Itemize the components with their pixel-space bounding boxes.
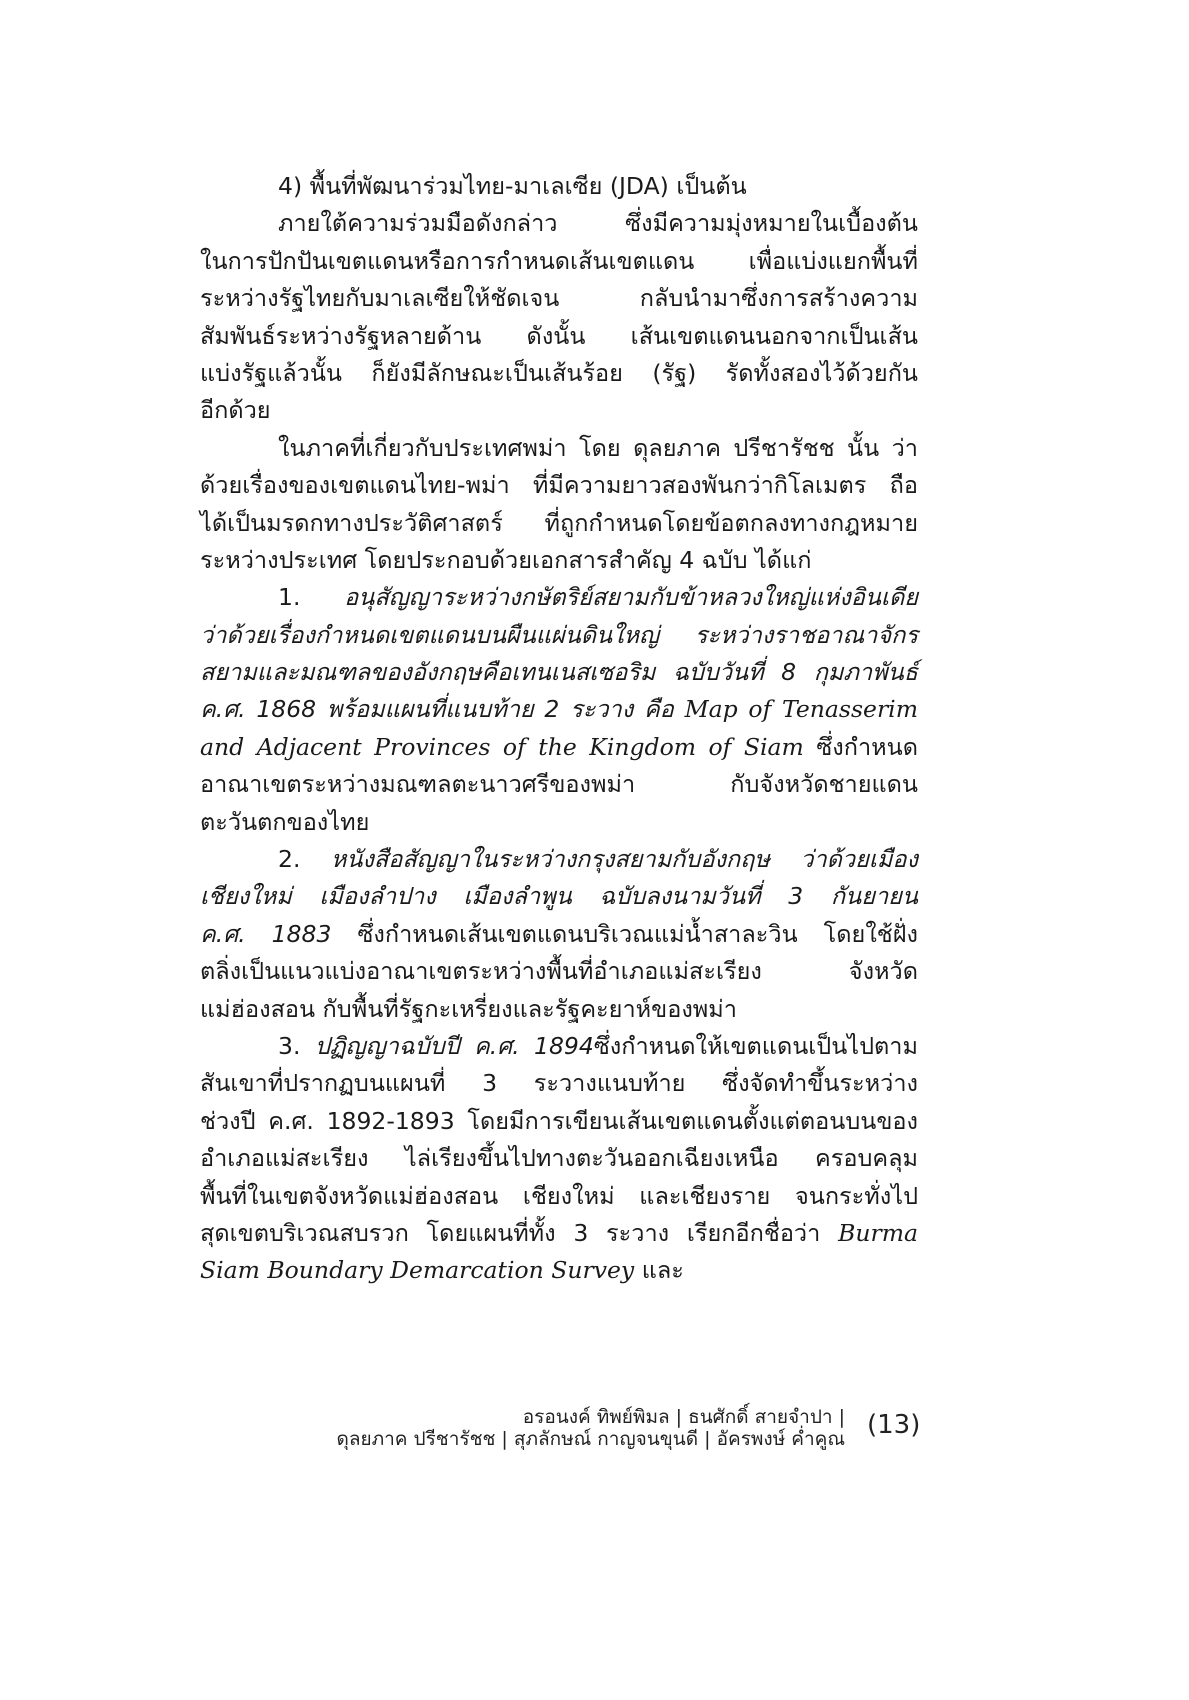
survey-name: Burma [838, 1218, 918, 1247]
item-3-line [200, 1252, 918, 1289]
paragraph-3-line: ระหว่างประเทศ โดยประกอบด้วยเอกสารสำคัญ 4 ฉบับ ได้แก่ [200, 545, 812, 574]
item-3-title: ปฏิญญาฉบับปี ค.ศ. 1894 [314, 1031, 594, 1060]
footer-authors [336, 1406, 845, 1450]
paragraph-2-line: ภายใต้ความร่วมมือดังกล่าว ซึ่งมีความมุ่งหมายในเบื้องต้น [278, 209, 918, 238]
item-2-line [200, 841, 918, 878]
paragraph-3-line: ได้เป็นมรดกทางประวัติศาสตร์ ที่ถูกกำหนดโดยข้อตกลงทางกฎหมาย [200, 508, 918, 537]
item-1-line: สยามและมณฑลของอังกฤษคือเทนเนสเซอริม ฉบับวันที่ 8 กุมภาพันธ์ [200, 658, 918, 687]
paragraph-2-line: แบ่งรัฐแล้วนั้น ก็ยังมีลักษณะเป็นเส้นร้อย (รัฐ) รัดทั้งสองไว้ด้วยกัน [200, 358, 918, 387]
paragraph-2-line: สัมพันธ์ระหว่างรัฐหลายด้าน ดังนั้น เส้นเขตแดนนอกจากเป็นเส้น [200, 321, 918, 350]
item-3-line [200, 1215, 918, 1252]
authors-line: ดุลยภาค ปรีชารัชช | สุภลักษณ์ กาญจนขุนดี | อัครพงษ์ ค่ำคูณ [336, 1428, 845, 1450]
item-1-line: ตะวันตกของไทย [200, 807, 370, 836]
map-name: Map of Tenasserim [684, 695, 918, 724]
item-2-line: ตลิ่งเป็นแนวแบ่งอาณาเขตระหว่างพื้นที่อำเภอแม่สะเรียง จังหวัด [200, 957, 918, 986]
item-2-number: 2. [278, 845, 301, 874]
item-3-text: สุดเขตบริเวณสบรวก โดยแผนที่ทั้ง 3 ระวาง เรียกอีกชื่อว่า [200, 1218, 821, 1247]
item-1-line: ว่าด้วยเรื่องกำหนดเขตแดนบนผืนแผ่นดินใหญ่ ระหว่างราชอาณาจักร [200, 620, 918, 649]
item-2-title: ค.ศ. 1883 [200, 919, 332, 948]
paragraph-2-line: อีกด้วย [200, 396, 271, 425]
item-2-title: หนังสือสัญญาในระหว่างกรุงสยามกับอังกฤษ ว่าด้วยเมือง [330, 845, 918, 874]
item-2-line: แม่ฮ่องสอน กับพื้นที่รัฐกะเหรี่ยงและรัฐคะยาห์ของพม่า [200, 994, 737, 1023]
item-1-title: ค.ศ. 1868 พร้อมแผนที่แนบท้าย 2 ระวาง คือ [200, 695, 674, 724]
paragraph-3-line: ในภาคที่เกี่ยวกับประเทศพม่า โดย ดุลยภาค ปรีชารัชช นั้น ว่า [278, 433, 918, 462]
item-1-text: ซึ่งกำหนด [816, 732, 918, 761]
item-3-text: ซึ่งกำหนดให้เขตแดนเป็นไปตาม [593, 1031, 918, 1060]
item-1-line: อาณาเขตระหว่างมณฑลตะนาวศรีของพม่า กับจังหวัดชายแดน [200, 770, 918, 799]
survey-name: Siam Boundary Demarcation Survey [200, 1256, 635, 1285]
paragraph-1-line: 4) พื้นที่พัฒนาร่วมไทย-มาเลเซีย (JDA) เป็นต้น [278, 172, 747, 200]
item-1-line [200, 579, 918, 616]
map-name: and Adjacent Provinces of the Kingdom of Siam [200, 732, 804, 761]
paragraph-2-line: ในการปักปันเขตแดนหรือการกำหนดเส้นเขตแดน เพื่อแบ่งแยกพื้นที่ [200, 246, 918, 275]
paragraph-3-line: ด้วยเรื่องของเขตแดนไทย-พม่า ที่มีความยาวสองพันกว่ากิโลเมตร ถือ [200, 471, 918, 500]
item-3-line: พื้นที่ในเขตจังหวัดแม่ฮ่องสอน เชียงใหม่ และเชียงราย จนกระทั่งไป [200, 1181, 918, 1210]
item-2-line: เชียงใหม่ เมืองลำปาง เมืองลำพูน ฉบับลงนามวันที่ 3 กันยายน [200, 882, 918, 911]
item-3-text: และ [641, 1256, 684, 1285]
item-1-line [200, 691, 918, 728]
item-3-number: 3. [278, 1031, 301, 1060]
page-number: (13) [867, 1410, 921, 1440]
body-text [200, 168, 918, 1290]
item-2-line [200, 916, 918, 953]
item-1-number: 1. [278, 583, 301, 612]
item-2-text: ซึ่งกำหนดเส้นเขตแดนบริเวณแม่น้ำสาละวิน โดยใช้ฝั่ง [357, 919, 918, 948]
item-3-line: สันเขาที่ปรากฏบนแผนที่ 3 ระวางแนบท้าย ซึ่งจัดทำขึ้นระหว่าง [200, 1069, 918, 1098]
item-3-line: อำเภอแม่สะเรียง ไล่เรียงขึ้นไปทางตะวันออกเฉียงเหนือ ครอบคลุม [200, 1144, 918, 1173]
item-3-line: ช่วงปี ค.ศ. 1892-1893 โดยมีการเขียนเส้นเขตแดนตั้งแต่ตอนบนของ [200, 1106, 918, 1135]
item-1-title: อนุสัญญาระหว่างกษัตริย์สยามกับข้าหลวงใหญ่แห่งอินเดีย [344, 583, 918, 612]
authors-line: อรอนงค์ ทิพย์พิมล | ธนศักดิ์ สายจำปา | [522, 1406, 845, 1428]
item-1-line [200, 729, 918, 766]
item-3-line [200, 1028, 918, 1065]
paragraph-2-line: ระหว่างรัฐไทยกับมาเลเซียให้ชัดเจน กลับนำมาซึ่งการสร้างความ [200, 284, 918, 313]
